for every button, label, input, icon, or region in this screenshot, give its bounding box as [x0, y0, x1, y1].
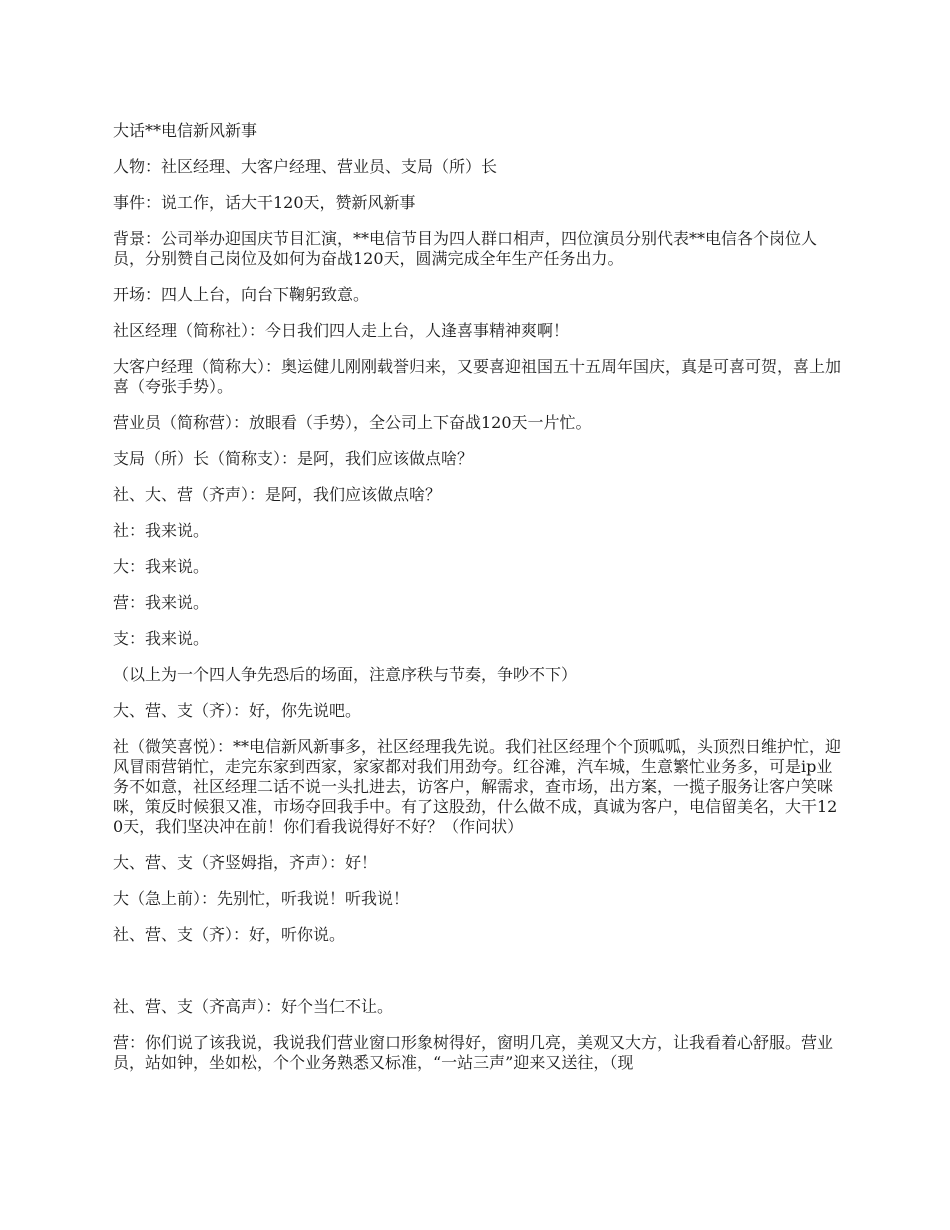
dialogue-line: 社、大、营（齐声）：是阿，我们应该做点啥？	[113, 485, 442, 504]
dialogue-line: 大（急上前）：先别忙，听我说！听我说！	[113, 889, 410, 908]
paragraph-characters: 人物：社区经理、大客户经理、营业员、支局（所）长	[113, 157, 498, 176]
dialogue-line: 社（微笑喜悦）：**电信新风新事多，社区经理我先说。我们社区经理个个顶呱呱，头顶烈日维护忙，迎风冒雨营销忙，走完东家到西家，家家都对我们用劲夸。红谷滩，汽车城，生意繁忙业务多，可是ip业务不如意，社区经理二话不说一头扎进去，访客户，解需求，查市场，出方案，一揽子服务让客户笑咪咪，策反时候狠又准，市场夺回我手中。有了这股劲，什么做不成，真诚为客户，电信留美名，大干120天，我们坚决冲在前！你们看我说得好不好？（作问状）	[113, 737, 842, 836]
document-title: 大话**电信新风新事	[113, 121, 258, 140]
paragraph-opening: 开场：四人上台，向台下鞠躬致意。	[113, 285, 370, 304]
dialogue-line: 营业员（简称营）：放眼看（手势），全公司上下奋战120天一片忙。	[113, 413, 592, 432]
dialogue-line: 支局（所）长（简称支）：是阿，我们应该做点啥？	[113, 449, 474, 468]
paragraph-event: 事件：说工作，话大干120天，赞新风新事	[113, 193, 416, 212]
blank-gap	[113, 961, 841, 997]
dialogue-line: 大客户经理（简称大）：奥运健儿刚刚载誉归来，又要喜迎祖国五十五周年国庆，真是可喜可贺，喜上加喜（夸张手势）。	[113, 357, 842, 396]
dialogue-line: 支：我来说。	[113, 629, 210, 648]
dialogue-line: 营：我来说。	[113, 593, 210, 612]
dialogue-line: 社、营、支（齐）：好，听你说。	[113, 925, 346, 944]
dialogue-line: 大、营、支（齐）：好，你先说吧。	[113, 701, 362, 720]
dialogue-line: 社、营、支（齐高声）：好个当仁不让。	[113, 997, 394, 1016]
dialogue-line: 社区经理（简称社）：今日我们四人走上台，人逢喜事精神爽啊！	[113, 321, 570, 340]
dialogue-line: 大：我来说。	[113, 557, 210, 576]
document-body	[113, 121, 841, 1073]
paragraph-background: 背景：公司举办迎国庆节目汇演，**电信节目为四人群口相声，四位演员分别代表**电信各个岗位人员，分别赞自己岗位及如何为奋战120天，圆满完成全年生产任务出力。	[113, 229, 818, 268]
stage-direction: （以上为一个四人争先恐后的场面，注意序秩与节奏，争吵不下）	[113, 665, 578, 684]
dialogue-line: 营：你们说了该我说，我说我们营业窗口形象树得好，窗明几亮，美观又大方，让我看着心舒服。营业员，站如钟，坐如松，个个业务熟悉又标准，“一站三声”迎来又送往，（现	[113, 1033, 834, 1072]
dialogue-line: 大、营、支（齐竖姆指，齐声）：好！	[113, 853, 378, 872]
dialogue-line: 社：我来说。	[113, 521, 210, 540]
